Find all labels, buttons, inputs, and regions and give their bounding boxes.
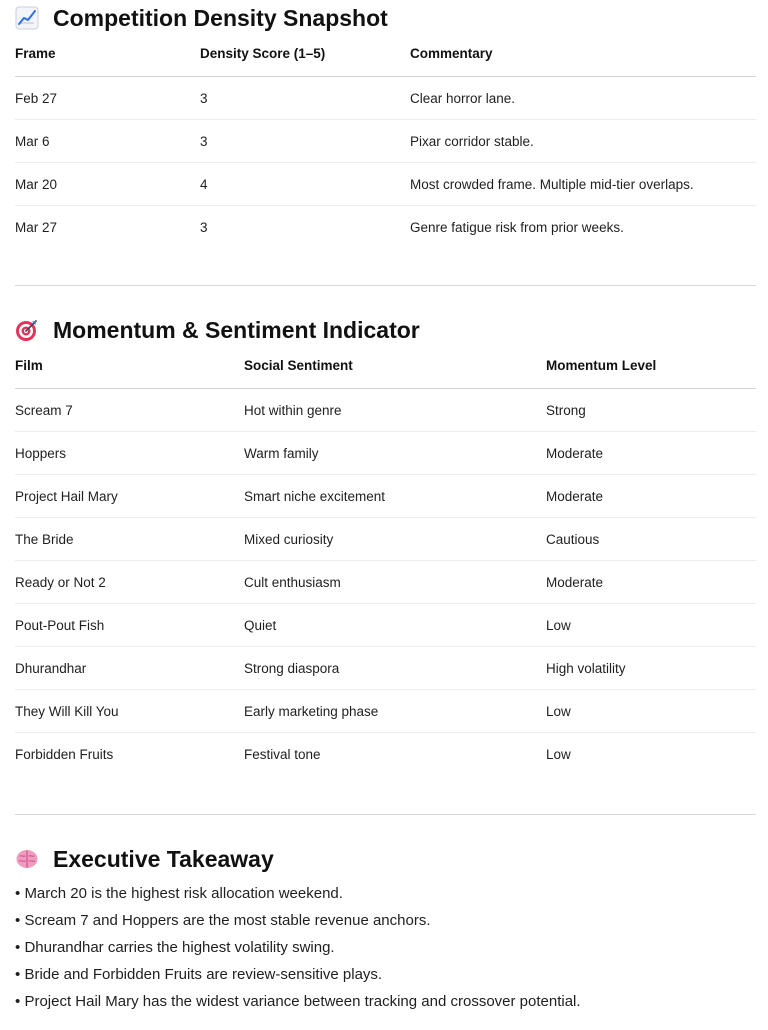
momentum-level-cell: Low	[546, 690, 756, 733]
commentary-cell: Pixar corridor stable.	[410, 120, 756, 163]
table-row	[15, 733, 756, 776]
column-header-film: Film	[15, 358, 244, 389]
film-cell: Scream 7	[15, 389, 244, 432]
list-item	[15, 939, 581, 966]
table-row	[15, 432, 756, 475]
momentum-level-cell: Strong	[546, 389, 756, 432]
list-item-text: Dhurandhar carries the highest volatility swing.	[24, 939, 335, 956]
competition-section-heading	[15, 2, 388, 34]
frame-cell: Feb 27	[15, 77, 200, 120]
momentum-level-cell: Moderate	[546, 432, 756, 475]
momentum-level-cell: Moderate	[546, 561, 756, 604]
frame-cell: Mar 6	[15, 120, 200, 163]
film-cell: Ready or Not 2	[15, 561, 244, 604]
sentiment-cell: Strong diaspora	[244, 647, 546, 690]
section-divider	[15, 285, 756, 286]
momentum-section-heading	[15, 314, 420, 346]
film-cell: They Will Kill You	[15, 690, 244, 733]
column-header-density-score: Density Score (1–5)	[200, 46, 410, 77]
frame-cell: Mar 20	[15, 163, 200, 206]
bullet-symbol: •	[15, 912, 21, 929]
sentiment-cell: Quiet	[244, 604, 546, 647]
film-cell: Hoppers	[15, 432, 244, 475]
density-score-cell: 3	[200, 77, 410, 120]
bullet-symbol: •	[15, 993, 21, 1010]
takeaway-section-heading	[15, 843, 274, 875]
bullet-symbol: •	[15, 966, 21, 983]
list-item-text: March 20 is the highest risk allocation weekend.	[24, 885, 343, 902]
momentum-level-cell: Low	[546, 604, 756, 647]
takeaway-bullet-list	[15, 885, 581, 1020]
momentum-section-title: Momentum & Sentiment Indicator	[53, 316, 420, 343]
film-cell: The Bride	[15, 518, 244, 561]
commentary-cell: Clear horror lane.	[410, 77, 756, 120]
film-cell: Forbidden Fruits	[15, 746, 114, 762]
momentum-level-cell: High volatility	[546, 647, 756, 690]
commentary-cell: Genre fatigue risk from prior weeks.	[410, 219, 624, 235]
film-cell: Pout-Pout Fish	[15, 604, 244, 647]
frame-cell: Mar 27	[15, 219, 58, 235]
table-row	[15, 561, 756, 604]
list-item	[15, 885, 581, 912]
density-score-cell: 3	[200, 219, 208, 235]
brain-icon	[15, 847, 43, 871]
column-header-frame: Frame	[15, 46, 200, 77]
table-row	[15, 206, 756, 249]
table-row	[15, 163, 756, 206]
bullet-symbol: •	[15, 885, 21, 902]
commentary-cell: Most crowded frame. Multiple mid-tier overlaps.	[410, 163, 756, 206]
column-header-momentum-level: Momentum Level	[546, 358, 756, 389]
table-row	[15, 604, 756, 647]
list-item	[15, 912, 581, 939]
list-item	[15, 993, 581, 1020]
momentum-sentiment-table	[15, 358, 756, 775]
competition-section-title: Competition Density Snapshot	[53, 4, 388, 31]
list-item-text: Bride and Forbidden Fruits are review-sensitive plays.	[24, 966, 383, 983]
section-divider	[15, 814, 756, 815]
sentiment-cell: Hot within genre	[244, 389, 546, 432]
table-row	[15, 120, 756, 163]
film-cell: Project Hail Mary	[15, 475, 244, 518]
table-row	[15, 77, 756, 120]
sentiment-cell: Smart niche excitement	[244, 475, 546, 518]
table-header-row	[15, 358, 756, 389]
density-score-cell: 4	[200, 163, 410, 206]
momentum-level-cell: Low	[546, 746, 571, 762]
sentiment-cell: Mixed curiosity	[244, 518, 546, 561]
table-row	[15, 690, 756, 733]
density-score-cell: 3	[200, 120, 410, 163]
table-row	[15, 389, 756, 432]
list-item	[15, 966, 581, 993]
column-header-commentary: Commentary	[410, 46, 756, 77]
bullet-symbol: •	[15, 939, 21, 956]
table-row	[15, 518, 756, 561]
list-item-text: Scream 7 and Hoppers are the most stable revenue anchors.	[24, 912, 431, 929]
competition-density-table	[15, 46, 756, 248]
sentiment-cell: Festival tone	[244, 746, 321, 762]
sentiment-cell: Warm family	[244, 432, 546, 475]
table-header-row	[15, 46, 756, 77]
film-cell: Dhurandhar	[15, 647, 244, 690]
direct-hit-target-icon	[15, 318, 43, 342]
sentiment-cell: Cult enthusiasm	[244, 561, 546, 604]
table-row	[15, 647, 756, 690]
momentum-level-cell: Cautious	[546, 518, 756, 561]
momentum-level-cell: Moderate	[546, 475, 756, 518]
chart-increasing-icon	[15, 6, 43, 30]
takeaway-section-title: Executive Takeaway	[53, 845, 274, 872]
sentiment-cell: Early marketing phase	[244, 690, 546, 733]
column-header-social-sentiment: Social Sentiment	[244, 358, 546, 389]
list-item-text: Project Hail Mary has the widest variance between tracking and crossover potential.	[24, 993, 581, 1010]
table-row	[15, 475, 756, 518]
